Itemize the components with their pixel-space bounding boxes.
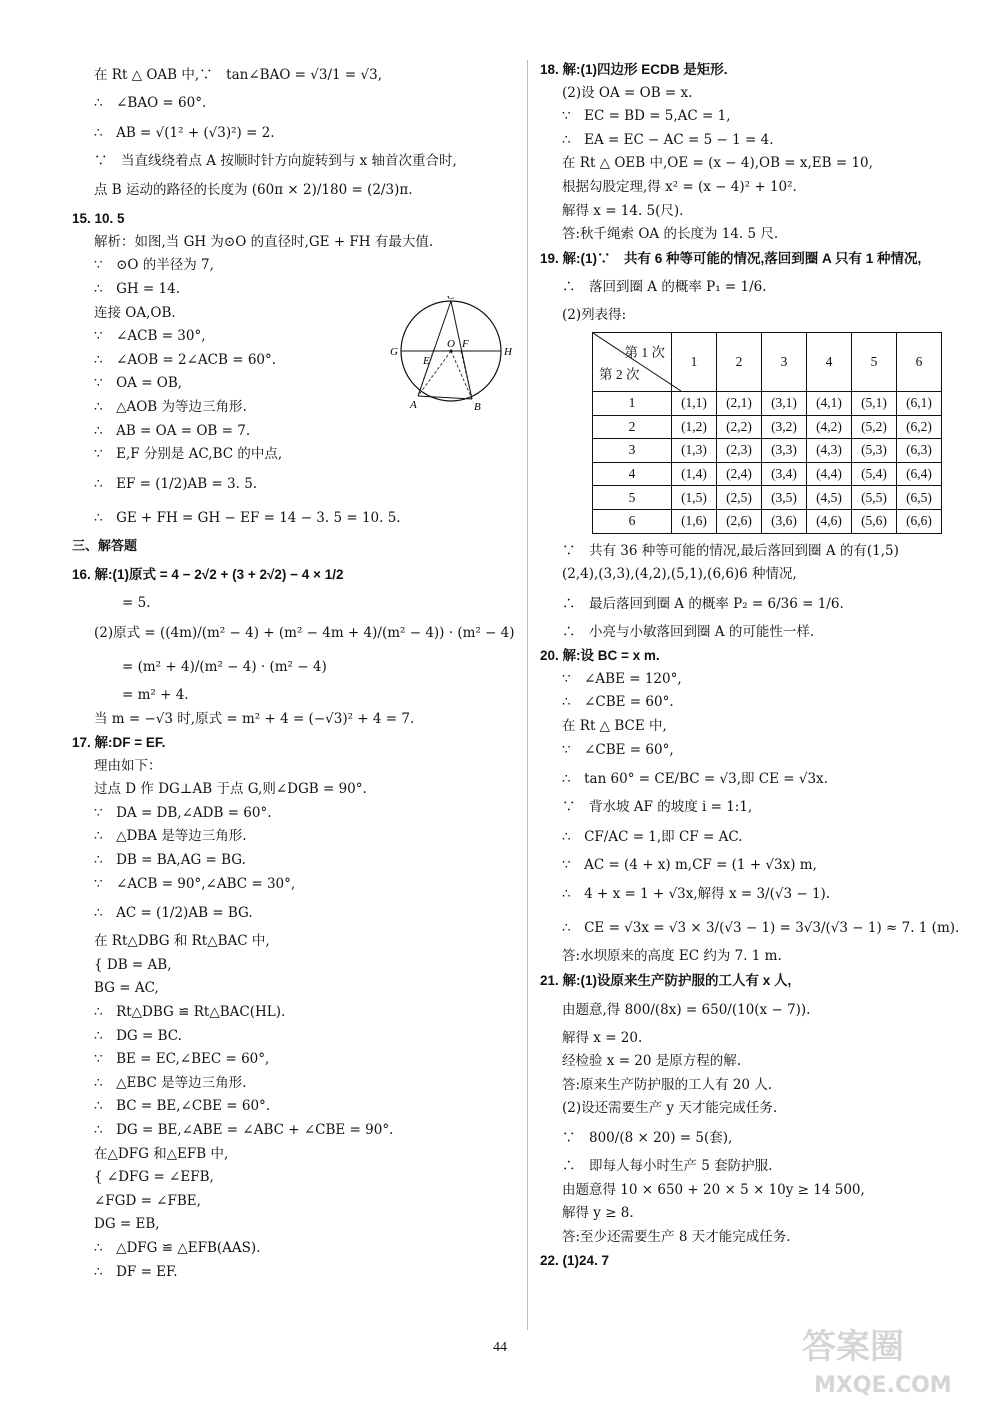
right-section-before-table	[540, 58, 980, 328]
text-line: ∴ △EBC 是等边三角形.	[94, 1074, 247, 1091]
table-cell: (4,5)	[807, 486, 852, 510]
fig-label-g: G	[390, 346, 398, 358]
table-cell: (1,2)	[672, 415, 717, 439]
text-line: ∴ 4 + x = 1 + √3x,解得 x = 3/(√3 − 1).	[562, 886, 831, 903]
problem-heading: 18. 解:(1)四边形 ECDB 是矩形.	[540, 62, 728, 77]
table-row	[593, 439, 942, 463]
text-line: 根据勾股定理,得 x² = (x − 4)² + 10².	[562, 178, 797, 195]
text-line: ∴ tan 60° = CE/BC = √3,即 CE = √3x.	[562, 771, 828, 788]
text-line: = (m² + 4)/(m² − 4) · (m² − 4)	[122, 658, 327, 675]
text-line: (2)设还需要生产 y 天才能完成任务.	[562, 1100, 778, 1117]
table-row	[593, 486, 942, 510]
text-line: ∴ EA = EC − AC = 5 − 1 = 4.	[562, 131, 774, 148]
watermark-logo	[792, 1320, 982, 1400]
text-line: 当 m = −√3 时,原式 = m² + 4 = (−√3)² + 4 = 7.	[94, 710, 415, 727]
fig-label-h: H	[504, 346, 512, 358]
text-line: (2)原式 = ((4m)/(m² − 4) + (m² − 4m + 4)/(m² − 4)) · (m² − 4)	[94, 624, 515, 641]
table-cell: (3,3)	[762, 439, 807, 463]
text-line: ∴ ∠BAO = 60°.	[94, 95, 207, 111]
text-line: 在 Rt △ BCE 中,	[562, 718, 667, 735]
table-cell: (2,2)	[717, 415, 762, 439]
table-cell: (5,5)	[852, 486, 897, 510]
right-section-after-table	[540, 540, 980, 1273]
section-heading: 三、解答题	[72, 538, 138, 554]
table-cell: (1,6)	[672, 509, 717, 533]
text-line: ∴ 落回到圈 A 的概率 P₁ = 1/6.	[562, 279, 767, 296]
table-cell: (6,1)	[897, 391, 942, 415]
text-line: ∵ ∠CBE = 60°,	[562, 741, 674, 758]
table-column-header: 5	[852, 332, 897, 391]
corner-label-second: 第 2 次	[599, 366, 640, 382]
text-line: ∵ E,F 分别是 AC,BC 的中点,	[94, 446, 283, 463]
table-row-label: 3	[593, 439, 672, 463]
text-line: 在 Rt△DBG 和 Rt△BAC 中,	[94, 933, 270, 950]
table-cell: (3,5)	[762, 486, 807, 510]
text-line: ∴ AC = (1/2)AB = BG.	[94, 905, 253, 922]
table-cell: (5,3)	[852, 439, 897, 463]
table-cell: (5,2)	[852, 415, 897, 439]
text-line: 解析：如图,当 GH 为⊙O 的直径时,GE + FH 有最大值.	[94, 233, 434, 250]
text-line: ∵ 800/(8 × 20) = 5(套),	[562, 1130, 733, 1146]
text-line: ∴ Rt△DBG ≌ Rt△BAC(HL).	[94, 1004, 286, 1021]
text-line: ∴ CF/AC = 1,即 CF = AC.	[562, 828, 743, 845]
text-line: BG = AC,	[94, 980, 159, 997]
text-line: ∴ CE = √3x = √3 × 3/(√3 − 1) = 3√3/(√3 − 1) ≈ 7. 1 (m).	[562, 920, 960, 937]
text-line: { ∠DFG = ∠EFB,	[94, 1169, 214, 1186]
table-corner-cell	[593, 332, 672, 391]
text-line: 答:秋千绳索 OA 的长度为 14. 5 尺.	[562, 226, 779, 243]
column-divider	[527, 60, 528, 1330]
text-line: ∴ ∠AOB = 2∠ACB = 60°.	[94, 351, 277, 368]
text-line: ∴ △DBA 是等边三角形.	[94, 828, 247, 845]
text-line: 在△DFG 和△EFB 中,	[94, 1145, 229, 1162]
text-line: ∴ GH = 14.	[94, 280, 181, 297]
text-line: 理由如下：	[94, 757, 162, 774]
text-line: 由题意得 10 × 650 + 20 × 5 × 10y ≥ 14 500,	[562, 1181, 865, 1198]
text-line: ∵ ∠ACB = 30°,	[94, 328, 206, 345]
table-cell: (6,4)	[897, 462, 942, 486]
text-line: 经检验 x = 20 是原方程的解.	[562, 1053, 742, 1070]
problem-heading: 19. 解:(1)∵ 共有 6 种等可能的情况,落回到圈 A 只有 1 种情况,	[540, 250, 922, 266]
page-number: 44	[493, 1340, 507, 1355]
text-line: ∴ 最后落回到圈 A 的概率 P₂ = 6/36 = 1/6.	[562, 595, 844, 612]
text-line: ∴ DG = BE,∠ABE = ∠ABC + ∠CBE = 90°.	[94, 1122, 394, 1138]
table-cell: (3,4)	[762, 462, 807, 486]
table-row	[593, 509, 942, 533]
text-line: ∴ DF = EF.	[94, 1263, 178, 1280]
text-line: 解得 x = 14. 5(尺).	[562, 202, 684, 219]
watermark-top-text: 答案圈	[802, 1327, 904, 1367]
text-line: ∵ DA = DB,∠ADB = 60°.	[94, 804, 272, 821]
table-cell: (5,6)	[852, 509, 897, 533]
problem-heading: 20. 解:设 BC = x m.	[540, 648, 660, 664]
table-cell: (2,3)	[717, 439, 762, 463]
text-line: ∴ GE + FH = GH − EF = 14 − 3. 5 = 10. 5.	[94, 509, 401, 526]
table-row	[593, 462, 942, 486]
text-line: 在 Rt △ OAB 中,∵ tan∠BAO = √3/1 = √3,	[94, 67, 382, 83]
table-cell: (6,5)	[897, 486, 942, 510]
text-line: ∠FGD = ∠FBE,	[94, 1192, 201, 1209]
table-cell: (1,4)	[672, 462, 717, 486]
text-line: (2)设 OA = OB = x.	[562, 84, 693, 101]
text-line: ∴ 小亮与小敏落回到圈 A 的可能性一样.	[562, 623, 815, 640]
problem-heading: 22. (1)24. 7	[540, 1253, 610, 1269]
text-line: ∵ ∠ABE = 120°,	[562, 670, 682, 687]
right-column	[540, 58, 980, 1273]
table-cell: (6,2)	[897, 415, 942, 439]
fig-label-o: O	[447, 338, 455, 350]
text-line: ∴ 即每人每小时生产 5 套防护服.	[562, 1158, 773, 1174]
table-cell: (2,4)	[717, 462, 762, 486]
text-line: { DB = AB,	[94, 956, 172, 973]
text-line: (2,4),(3,3),(4,2),(5,1),(6,6)6 种情况,	[562, 566, 797, 583]
table-row-label: 6	[593, 509, 672, 533]
table-row	[593, 415, 942, 439]
table-cell: (6,6)	[897, 509, 942, 533]
text-line: ∵ 共有 36 种等可能的情况,最后落回到圈 A 的有(1,5)	[562, 542, 899, 559]
text-line: ∴ ∠CBE = 60°.	[562, 694, 674, 711]
table-row	[593, 391, 942, 415]
table-cell: (1,5)	[672, 486, 717, 510]
text-line: ∵ ∠ACB = 90°,∠ABC = 30°,	[94, 875, 296, 892]
text-line: ∵ ⊙O 的半径为 7,	[94, 257, 214, 274]
left-column	[72, 58, 515, 1284]
table-cell: (4,3)	[807, 439, 852, 463]
text-line: ∵ OA = OB,	[94, 375, 183, 392]
text-line: ∴ DG = BC.	[94, 1027, 182, 1044]
circle-geometry-figure	[386, 296, 516, 414]
table-cell: (3,6)	[762, 509, 807, 533]
watermark-bottom-text: MXQE.COM	[814, 1373, 952, 1398]
table-cell: (4,4)	[807, 462, 852, 486]
table-row-label: 5	[593, 486, 672, 510]
text-line: ∴ AB = OA = OB = 7.	[94, 422, 251, 439]
problem-heading: 16. 解:(1)原式 = 4 − 2√2 + (3 + 2√2) − 4 × 1/2	[72, 567, 344, 583]
text-line: (2)列表得:	[562, 307, 627, 324]
table-cell: (5,1)	[852, 391, 897, 415]
table-row-label: 1	[593, 391, 672, 415]
text-line: 答:原来生产防护服的工人有 20 人.	[562, 1076, 773, 1093]
text-line: 答:水坝原来的高度 EC 约为 7. 1 m.	[562, 948, 782, 965]
corner-label-first: 第 1 次	[624, 344, 665, 360]
table-column-header: 6	[897, 332, 942, 391]
table-row-label: 2	[593, 415, 672, 439]
text-line: = m² + 4.	[122, 686, 189, 703]
text-line: ∴ BC = BE,∠CBE = 60°.	[94, 1098, 271, 1115]
table-cell: (2,5)	[717, 486, 762, 510]
text-line: DG = EB,	[94, 1216, 160, 1233]
text-line: ∵ BE = EC,∠BEC = 60°,	[94, 1051, 270, 1068]
text-line: = 5.	[122, 595, 151, 612]
text-line: ∵ 当直线绕着点 A 按顺时针方向旋转到与 x 轴首次重合时,	[94, 152, 457, 169]
text-line: ∵ EC = BD = 5,AC = 1,	[562, 108, 731, 125]
text-line: 在 Rt △ OEB 中,OE = (x − 4),OB = x,EB = 10,	[562, 155, 873, 172]
fig-label-a: A	[410, 399, 417, 411]
table-cell: (5,4)	[852, 462, 897, 486]
text-line: 解得 y ≥ 8.	[562, 1205, 634, 1222]
table-cell: (4,6)	[807, 509, 852, 533]
fig-label-f: F	[462, 338, 469, 350]
fig-label-e: E	[423, 355, 430, 367]
table-column-header: 2	[717, 332, 762, 391]
table-cell: (4,1)	[807, 391, 852, 415]
text-line: ∴ AB = √(1² + (√3)²) = 2.	[94, 124, 275, 141]
probability-table	[592, 332, 942, 534]
table-cell: (1,1)	[672, 391, 717, 415]
table-row-label: 4	[593, 462, 672, 486]
table-column-header: 4	[807, 332, 852, 391]
table-cell: (2,6)	[717, 509, 762, 533]
text-line: 点 B 运动的路径的长度为 (60π × 2)/180 = (2/3)π.	[94, 182, 413, 199]
table-column-header: 1	[672, 332, 717, 391]
table-cell: (1,3)	[672, 439, 717, 463]
text-line: 过点 D 作 DG⊥AB 于点 G,则∠DGB = 90°.	[94, 781, 367, 798]
problem-heading: 17. 解:DF = EF.	[72, 735, 166, 751]
table-column-header: 3	[762, 332, 807, 391]
text-line: 解得 x = 20.	[562, 1029, 643, 1046]
problem-heading: 15. 10. 5	[72, 211, 125, 227]
text-line: ∴ DB = BA,AG = BG.	[94, 852, 246, 869]
problem-heading: 21. 解:(1)设原来生产防护服的工人有 x 人,	[540, 973, 792, 989]
table-cell: (2,1)	[717, 391, 762, 415]
text-line: 连接 OA,OB.	[94, 304, 176, 321]
table-body	[593, 391, 942, 533]
table-cell: (6,3)	[897, 439, 942, 463]
text-line: 由题意,得 800/(8x) = 650/(10(x − 7)).	[562, 1001, 811, 1018]
table-cell: (3,1)	[762, 391, 807, 415]
text-line: ∵ 背水坡 AF 的坡度 i = 1:1,	[562, 799, 753, 816]
text-line: ∴ △DFG ≌ △EFB(AAS).	[94, 1239, 261, 1256]
fig-label-c: C	[447, 296, 455, 302]
text-line: ∴ EF = (1/2)AB = 3. 5.	[94, 475, 258, 492]
text-line: ∴ △AOB 为等边三角形.	[94, 398, 247, 415]
text-line: ∵ AC = (4 + x) m,CF = (1 + √3x) m,	[562, 856, 817, 873]
table-cell: (3,2)	[762, 415, 807, 439]
table-header-row	[593, 332, 942, 391]
table-cell: (4,2)	[807, 415, 852, 439]
text-line: 答:至少还需要生产 8 天才能完成任务.	[562, 1228, 791, 1245]
fig-label-b: B	[474, 401, 481, 413]
